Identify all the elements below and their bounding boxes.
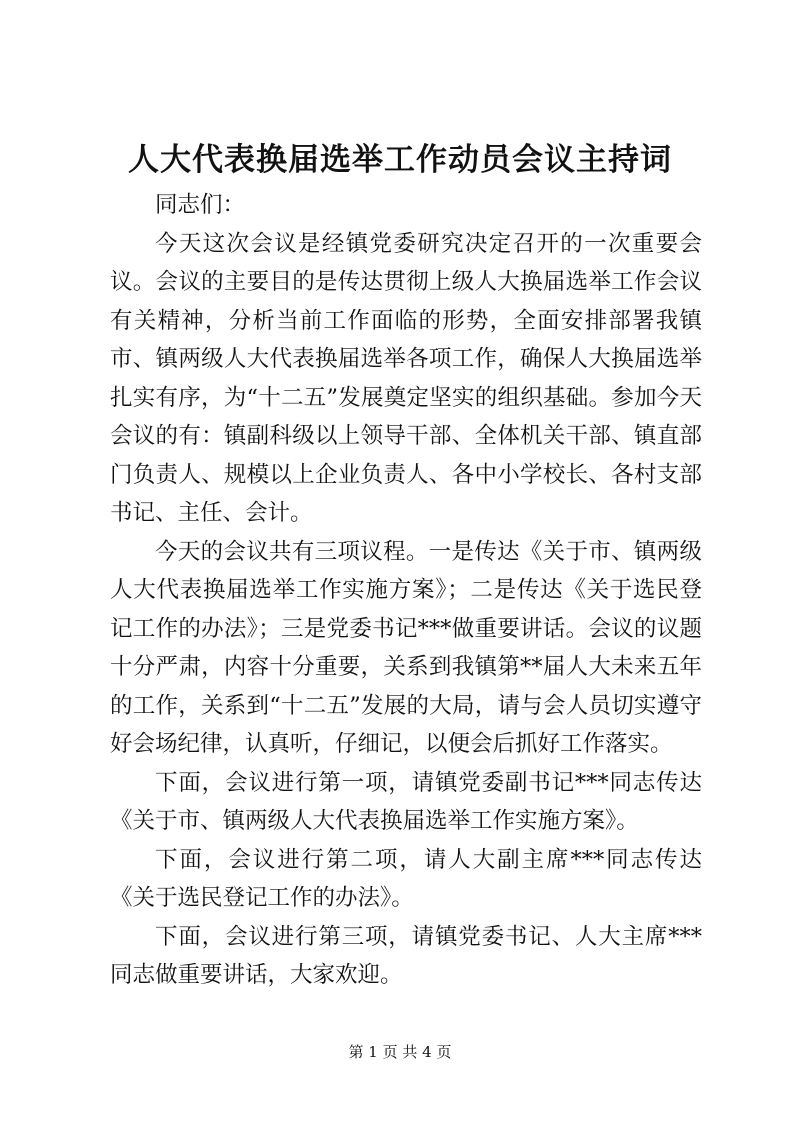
page-number: 第 1 页 共 4 页 [348,1043,452,1061]
paragraph-item-three: 下面，会议进行第三项，请镇党委书记、人大主席***同志做重要讲话，大家欢迎。 [110,923,702,988]
paragraph-item-two: 下面，会议进行第二项，请人大副主席***同志传达《关于选民登记工作的办法》。 [110,846,702,911]
paragraph-agenda: 今天的会议共有三项议程。一是传达《关于市、镇两级人大代表换届选举工作实施方案》；二是传达《关于选民登记工作的办法》；三是党委书记***做重要讲话。会议的议题十分严肃，内容十分重要，关系到我镇第**届人大未来五年的工作，关系到“十二五”发展的大局，请与会人员切实遵守好会场纪律，认真听，仔细记，以便会后抓好工作落实。 [110,538,702,757]
paragraph-item-one: 下面，会议进行第一项，请镇党委副书记***同志传达《关于市、镇两级人大代表换届选举工作实施方案》。 [110,769,702,834]
paragraph-opening: 今天这次会议是经镇党委研究决定召开的一次重要会议。会议的主要目的是传达贯彻上级人大换届选举工作会议有关精神，分析当前工作面临的形势，全面安排部署我镇市、镇两级人大代表换届选举各项工作，确保人大换届选举扎实有序，为“十二五”发展奠定坚实的组织基础。参加今天会议的有：镇副科级以上领导干部、全体机关干部、镇直部门负责人、规模以上企业负责人、各中小学校长、各村支部书记、主任、会计。 [110,230,702,526]
document-body [110,186,702,995]
salutation: 同志们： [155,192,246,218]
document-title: 人大代表换届选举工作动员会议主持词 [128,142,672,178]
